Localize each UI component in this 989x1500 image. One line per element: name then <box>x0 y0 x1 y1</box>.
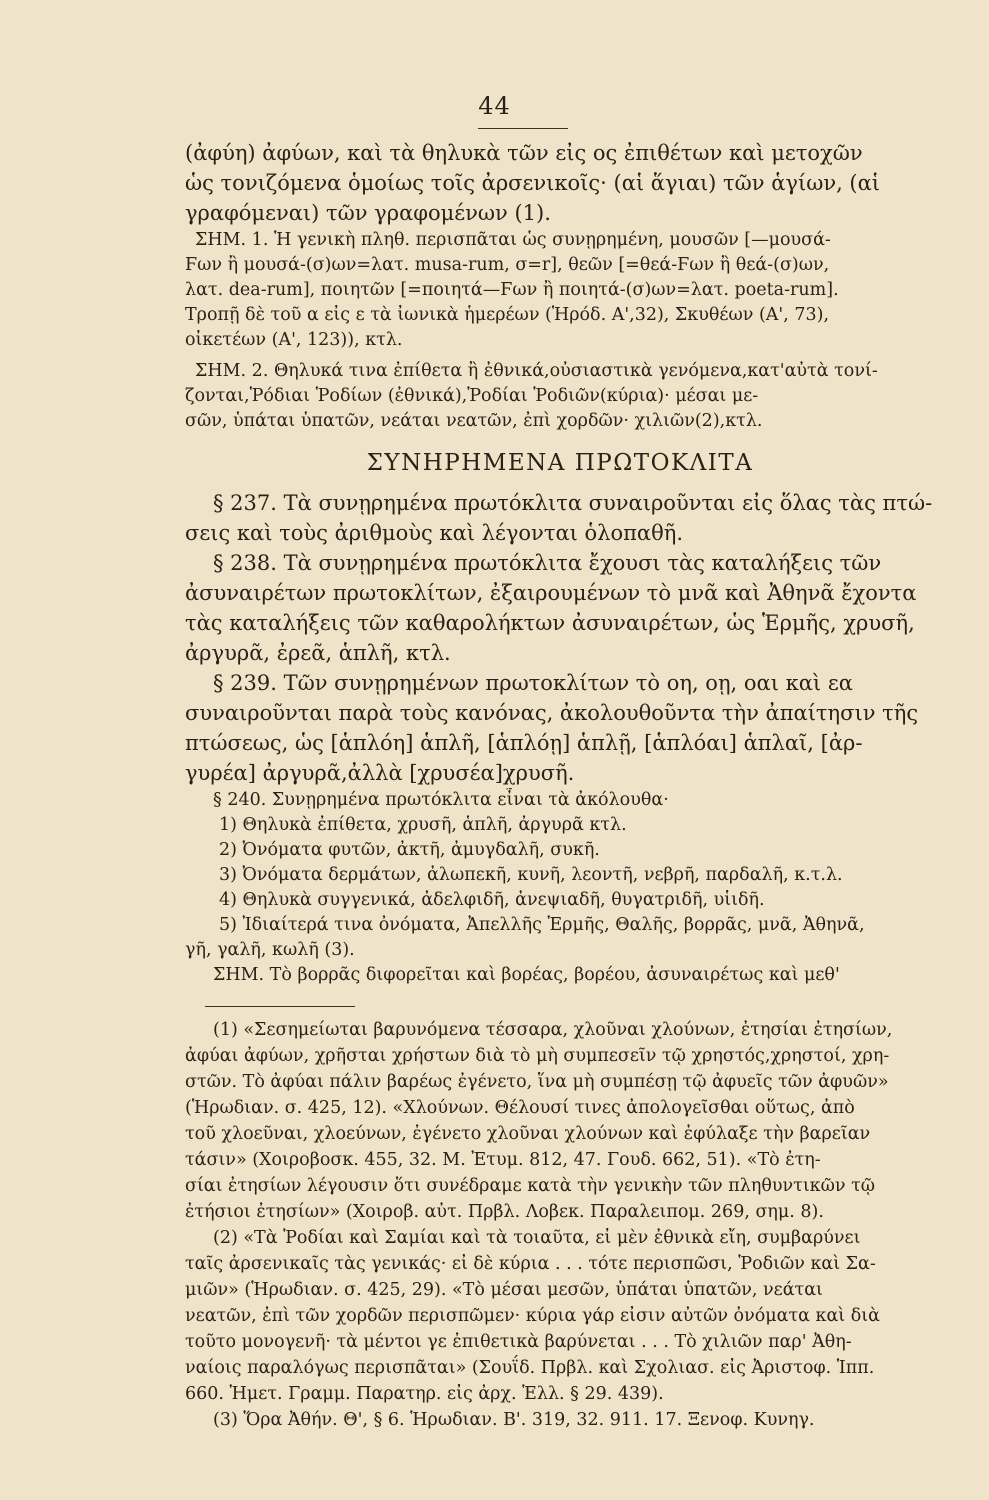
main-text <box>185 138 935 1433</box>
section-239 <box>185 668 935 788</box>
section-240 <box>185 788 935 988</box>
list-item: 3) Ὀνόματα δερμάτων, ἀλωπεκῆ, κυνῆ, λεοντῆ, νεβρῆ, παρδαλῆ, κ.τ.λ. <box>219 865 843 885</box>
footnote-line: 660. Ἡμετ. Γραμμ. Παρατηρ. εἰς ἀρχ. Ἑλλ. § 29. 439). <box>185 1384 664 1404</box>
text-line: ΣΗΜ. Τὸ βορρᾶς διφορεῖται καὶ βορέας, βορέου, ἀσυναιρέτως καὶ μεθ' <box>213 965 840 985</box>
text-line: (ἀφύη) ἀφύων, καὶ τὰ θηλυκὰ τῶν εἰς ος ἐπιθέτων καὶ μετοχῶν <box>185 141 863 165</box>
section-238 <box>185 548 935 668</box>
footnote-line: σίαι ἐτησίων λέγουσιν ὅτι συνέδραμε κατὰ τὴν γενικὴν τῶν πληθυντικῶν τῷ <box>185 1176 876 1196</box>
page-number: 44 <box>478 92 511 120</box>
list-item: 4) Θηλυκὰ συγγενικά, ἀδελφιδῆ, ἀνεψιαδῆ, θυγατριδῆ, υἱιδῆ. <box>219 890 765 910</box>
text-line: γυρέα] ἀργυρᾶ,ἀλλὰ [χρυσέα]χρυσῆ. <box>185 761 575 785</box>
footnotes <box>185 1017 935 1433</box>
text-line: § 238. Τὰ συνῃρημένα πρωτόκλιτα ἔχουσι τὰς καταλήξεις τῶν <box>213 551 882 575</box>
text-line: ἀργυρᾶ, ἐρεᾶ, ἁπλῆ, κτλ. <box>185 641 451 665</box>
text-line: οἰκετέων (Α', 123)), κτλ. <box>185 330 403 350</box>
list-item: 1) Θηλυκὰ ἐπίθετα, χρυσῆ, ἁπλῆ, ἀργυρᾶ κτλ. <box>219 815 627 835</box>
footnote-line: ἐτήσιοι ἐτησίων» (Χοιροβ. αὐτ. Πρβλ. Λοβεκ. Παραλειπομ. 269, σημ. 8). <box>185 1202 824 1222</box>
intro-paragraph <box>185 138 935 228</box>
section-237 <box>185 488 935 548</box>
text-line: ΣΗΜ. 1. Ἡ γενικὴ πληθ. περισπᾶται ὡς συνῃρημένη, μουσῶν [—μουσά- <box>195 230 831 250</box>
page-number-ornament <box>478 124 568 129</box>
text-line: ὡς τονιζόμενα ὁμοίως τοῖς ἀρσενικοῖς· (αἱ ἅγιαι) τῶν ἁγίων, (αἱ <box>185 171 881 195</box>
text-line: γραφόμεναι) τῶν γραφομένων (1). <box>185 201 551 225</box>
text-line: σῶν, ὑπάται ὑπατῶν, νεάται νεατῶν, ἐπὶ χορδῶν· χιλιῶν(2),κτλ. <box>185 411 763 431</box>
text-line: § 239. Τῶν συνῃρημένων πρωτοκλίτων τὸ οη, οῃ, οαι καὶ εα <box>213 671 853 695</box>
text-line: ΣΗΜ. 2. Θηλυκά τινα ἐπίθετα ἢ ἐθνικά,οὐσιαστικὰ γενόμενα,κατ'αὐτὰ τονί- <box>195 361 878 381</box>
text-line: § 237. Τὰ συνῃρημένα πρωτόκλιτα συναιροῦνται εἰς ὅλας τὰς πτώ- <box>213 491 933 515</box>
footnote-line: τοῦ χλοεῦναι, χλοεύνων, ἐγένετο χλοῦναι χλούνων καὶ ἐφύλαξε τὴν βαρεῖαν <box>185 1124 871 1144</box>
footnote-line: τάσιν» (Χοιροβοσκ. 455, 32. Μ. Ἐτυμ. 812, 47. Γουδ. 662, 51). «Τὸ ἐτη- <box>185 1150 821 1170</box>
text-line: τὰς καταλήξεις τῶν καθαρολήκτων ἀσυναιρέτων, ὡς Ἑρμῆς, χρυσῆ, <box>185 611 915 635</box>
text-line: συναιροῦνται παρὰ τοὺς κανόνας, ἀκολουθοῦντα τὴν ἀπαίτησιν τῆς <box>185 701 919 725</box>
text-line: ζονται,Ῥόδιαι Ῥοδίων (ἐθνικά),Ῥοδίαι Ῥοδιῶν(κύρια)· μέσαι με- <box>185 386 759 406</box>
text-line: Τροπῇ δὲ τοῦ α εἰς ε τὰ ἰωνικὰ ἡμερέων (Ἡρόδ. Α',32), Σκυθέων (Α', 73), <box>185 305 830 325</box>
text-line: λατ. dea-rum], ποιητῶν [=ποιητά—Ϝων ἢ ποιητά-(σ)ων=λατ. poeta-rum]. <box>185 280 839 300</box>
footnote-line: στῶν. Τὸ ἀφύαι πάλιν βαρέως ἐγένετο, ἵνα μὴ συμπέσῃ τῷ ἀφυεῖς τῶν ἀφυῶν» <box>185 1072 889 1092</box>
note-1 <box>185 228 935 353</box>
footnote-line: νεατῶν, ἐπὶ τῶν χορδῶν περισπῶμεν· κύρια γάρ εἰσιν αὐτῶν ὀνόματα καὶ διὰ <box>185 1306 880 1326</box>
footnote-line: (3) Ὅρα Ἀθήν. Θ', § 6. Ἡρωδιαν. Β'. 319, 32. 911. 17. Ξενοφ. Κυνηγ. <box>213 1410 815 1430</box>
list-item: 5) Ἰδιαίτερά τινα ὀνόματα, Ἀπελλῆς Ἑρμῆς, Θαλῆς, βορρᾶς, μνᾶ, Ἀθηνᾶ, <box>219 915 865 935</box>
footnote-line: ταῖς ἀρσενικαῖς τὰς γενικάς· εἰ δὲ κύρια . . . τότε περισπῶσι, Ῥοδιῶν καὶ Σα- <box>185 1254 876 1274</box>
footnote-line: (2) «Τὰ Ῥοδίαι καὶ Σαμίαι καὶ τὰ τοιαῦτα, εἰ μὲν ἐθνικὰ εἴη, συμβαρύνει <box>213 1228 861 1248</box>
text-line: γῆ, γαλῆ, κωλῆ (3). <box>185 940 355 960</box>
text-line: Ϝων ἢ μουσά-(σ)ων=λατ. musa-rum, σ=r], θεῶν [=θεά-Ϝων ἢ θεά-(σ)ων, <box>185 255 830 275</box>
note-2 <box>185 359 935 434</box>
footnote-line: ναίοις παραλόγως περισπᾶται» (Σουΐδ. Πρβλ. καὶ Σχολιασ. εἰς Ἀριστοφ. Ἱππ. <box>185 1358 875 1378</box>
footnote-line: τοῦτο μονογενῆ· τὰ μέντοι γε ἐπιθετικὰ βαρύνεται . . . Τὸ χιλιῶν παρ' Ἀθη- <box>185 1332 852 1352</box>
footnote-line: ἀφύαι ἀφύων, χρῆσται χρήστων διὰ τὸ μὴ συμπεσεῖν τῷ χρηστός,χρηστοί, χρη- <box>185 1046 890 1066</box>
text-line: § 240. Συνῃρημένα πρωτόκλιτα εἶναι τὰ ἀκόλουθα· <box>213 790 669 810</box>
text-line: ἀσυναιρέτων πρωτοκλίτων, ἐξαιρουμένων τὸ μνᾶ καὶ Ἀθηνᾶ ἔχοντα <box>185 581 917 605</box>
list-item: 2) Ὀνόματα φυτῶν, ἀκτῆ, ἀμυγδαλῆ, συκῆ. <box>219 840 600 860</box>
footnote-line: (1) «Σεσημείωται βαρυνόμενα τέσσαρα, χλοῦναι χλούνων, ἐτησίαι ἐτησίων, <box>213 1020 893 1040</box>
footnote-line: μιῶν» (Ἡρωδιαν. σ. 425, 29). «Τὸ μέσαι μεσῶν, ὑπάται ὑπατῶν, νεάται <box>185 1280 823 1300</box>
text-line: σεις καὶ τοὺς ἀριθμοὺς καὶ λέγονται ὁλοπαθῆ. <box>185 521 684 545</box>
text-line: πτώσεως, ὡς [ἁπλόη] ἁπλῆ, [ἁπλόῃ] ἁπλῇ, [ἁπλόαι] ἁπλαῖ, [ἀρ- <box>185 731 863 755</box>
footnote-divider <box>205 1006 355 1007</box>
footnote-line: (Ἡρωδιαν. σ. 425, 12). «Χλούνων. Θέλουσί τινες ἀπολογεῖσθαι οὕτως, ἀπὸ <box>185 1098 855 1118</box>
section-heading: ΣΥΝΗΡΗΜΕΝΑ ΠΡΩΤΟΚΛΙΤΑ <box>366 450 754 476</box>
